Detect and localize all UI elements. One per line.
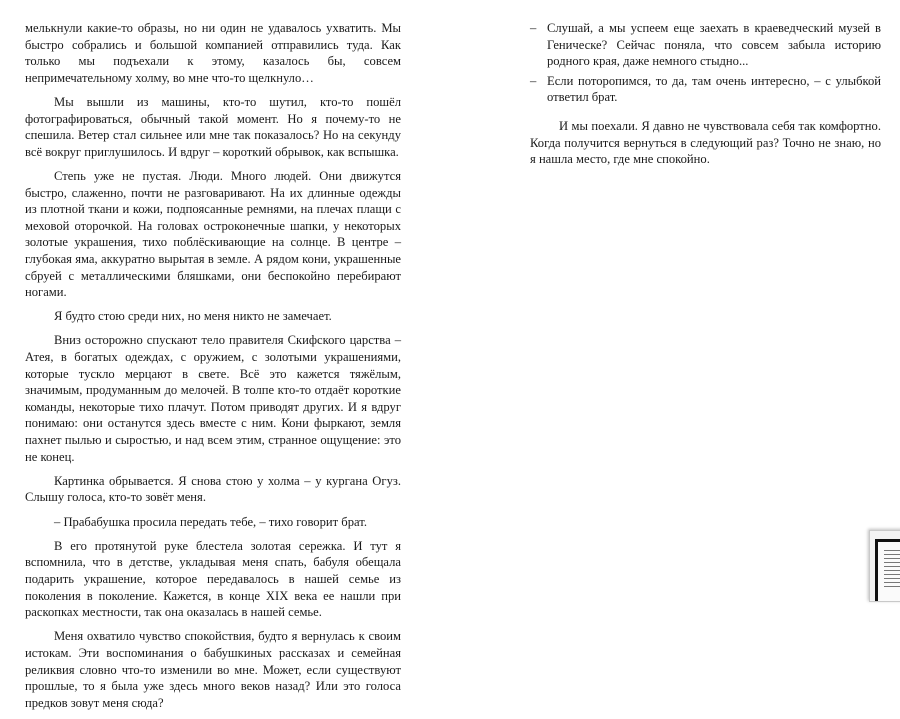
paragraph: Вниз осторожно спускают тело правителя Скифского царства – Атея, в богатых одеждах, с оружием, с золотыми украшениями, которые тускло мерцают в свете. Всё это кажется тяжёлым, значимым, продуманным до мелочей. В толпе кто-то отдаёт короткие команды, некоторые тихо плачут. Потом приводят других. И я вдруг понимаю: они останутся здесь вместе с ним. Кони фыркают, земля пахнет пылью и сыростью, и над всем этим, странное ощущение: это не конец. (25, 333, 401, 464)
paragraph: – Прабабушка просила передать тебе, – тихо говорит брат. (54, 514, 367, 529)
dialogue-line (530, 73, 881, 106)
spacer (530, 109, 881, 118)
paragraph: мелькнули какие-то образы, но ни один не удавалось ухватить. Мы быстро собрались и большой компанией отправились туда. Как только мы подъехали к этому, казалось бы, совсем непримечательному холму, во мне что-то щелкнуло… (25, 21, 401, 85)
paragraph: Степь уже не пустая. Люди. Много людей. Они движутся быстро, слаженно, почти не разговаривают. На их длинные одежды из плотной ткани и кожи, подпоясанные ремнями, на плечах плащи с меховой оторочкой. На головах остроконечные шапки, у некоторых золотые украшения, тихо поблёскивающие на солнце. В центре – глубокая яма, аккуратно вырытая в земле. А рядом кони, украшенные сбруей с металлическими бляшками, они беспокойно перебирают ногами. (25, 168, 401, 300)
thumbnail-text-line (884, 550, 900, 551)
left-page-text (25, 20, 401, 719)
dialogue-text: Слушай, а мы успеем еще заехать в краеведческий музей в Геническе? Сейчас поняла, что совсем забыла историю родного края, даже немного стыдно... (547, 21, 881, 69)
dialogue-line (530, 20, 881, 70)
dialogue-text: Если поторопимся, то да, там очень интересно, – с улыбкой ответил брат. (547, 73, 881, 105)
thumbnail-text-line (884, 562, 900, 563)
thumbnail-text-line (884, 554, 900, 555)
thumbnail-text-line (884, 582, 900, 583)
paragraph: И мы поехали. Я давно не чувствовала себя так комфортно. Когда получится вернуться в следующий раз? Точно не знаю, но я нашла место, где мне спокойно. (530, 118, 881, 167)
paragraph: Картинка обрывается. Я снова стою у холма – у кургана Огуз. Слышу голоса, кто-то зовёт меня. (25, 473, 401, 505)
thumbnail-text-line (884, 574, 900, 575)
paragraph: Мы вышли из машины, кто-то шутил, кто-то пошёл фотографироваться, обычный такой момент. Но я почему-то не спешила. Ветер стал сильнее или мне так показалось? Но на секунду всё вокруг приглушилось. И вдруг – короткий обрывок, как вспышка. (25, 94, 401, 159)
thumbnail-text-line (884, 566, 900, 567)
page-thumbnail-icon[interactable] (869, 530, 900, 602)
right-page-text (530, 20, 881, 175)
paragraph: В его протянутой руке блестела золотая сережка. И тут я вспомнила, что в детстве, укладывая меня спать, бабуля обещала подарить украшение, которое передавалось в нашей семье из поколения в поколение. Кажется, в конце XIX века ее нашли при раскопках местности, так она оказалась в нашей семье. (25, 538, 401, 620)
thumbnail-text-line (884, 586, 900, 587)
thumbnail-text-line (884, 558, 900, 559)
dialogue-dash: – (530, 73, 537, 88)
paragraph: Я будто стою среди них, но меня никто не замечает. (54, 309, 332, 324)
dialogue-dash: – (530, 21, 537, 35)
thumbnail-page-preview (875, 539, 900, 602)
paragraph: Меня охватило чувство спокойствия, будто я вернулась к своим истокам. Эти воспоминания о бабушкиных рассказах и семейная реликвия словно что-то изменили во мне. Может, если существуют прошлые, то я была уже здесь много веков назад? Или это голоса предков зовут меня сюда? (25, 629, 401, 710)
thumbnail-text-line (884, 578, 900, 579)
thumbnail-text-line (884, 570, 900, 571)
